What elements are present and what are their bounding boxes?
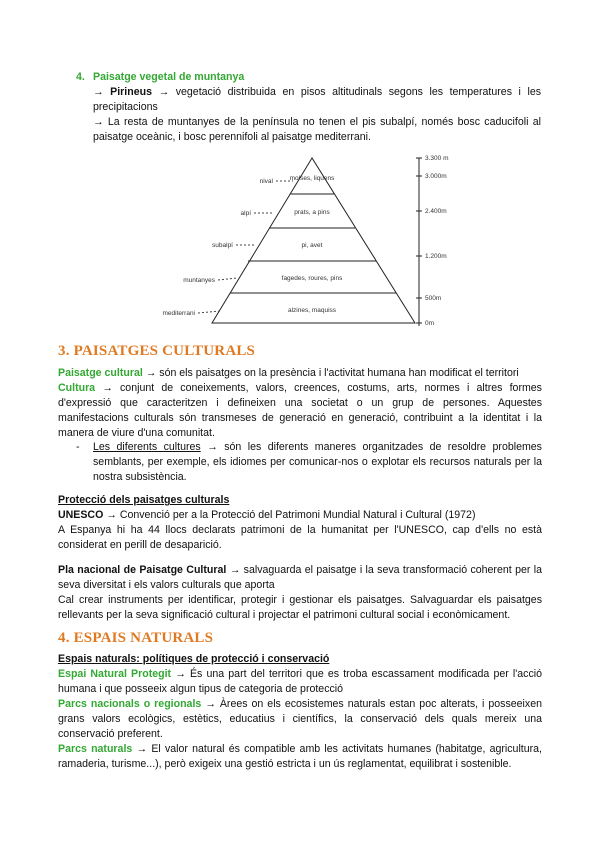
unesco-label: UNESCO bbox=[58, 509, 104, 521]
pla-label: Pla nacional de Paisatge Cultural bbox=[58, 564, 227, 576]
pirineus-paragraph bbox=[93, 85, 541, 115]
altitude-label-1: 3.300 m bbox=[425, 155, 449, 162]
floor-inside-label bbox=[290, 175, 336, 182]
floor-left-label-5: mediterrani bbox=[162, 310, 195, 317]
section-heading-paisatges-culturals: 3. PAISATGES CULTURALS bbox=[58, 343, 256, 359]
altitude-label-2: 3.000m bbox=[425, 173, 447, 180]
cultura-text: → conjunt de coneixements, valors, creences, costums, arts, normes i altres formes d'expressió que caracteritzen i defineixen una societat o un grup de persones. Aquestes manifestacions culturals són transmeses de generació en generació, contribuint a la identitat i la manera de viure d'una comunitat. bbox=[58, 382, 542, 439]
floor-inside-label-4: fagedes, roures, pins bbox=[281, 275, 343, 282]
parcs-naturals-label: Parcs naturals bbox=[58, 743, 133, 755]
cultures-text: → són les diferents maneres organitzades de resoldre problemes semblants, per exemple, els idiomes per comunicar-nos o explotar els recursos naturals per la nostra subsistència. bbox=[93, 441, 542, 483]
floor-inside-label-3: pi, avet bbox=[301, 242, 323, 249]
bullet-dash: - bbox=[76, 441, 80, 453]
espanya-paragraph: A Espanya hi ha 44 llocs declarats patrimoni de la humanitat per l'UNESCO, cap d'ells no està considerat en perill de desaparició. bbox=[58, 524, 542, 551]
parcs-nacionals-paragraph bbox=[58, 697, 542, 742]
pyramid-outline bbox=[212, 158, 415, 323]
altitude-label-3: 2.400m bbox=[425, 208, 447, 215]
parcs-naturals-text: → El valor natural és compatible amb les activitats humanes (habitatge, agricultura, ramaderia, turisme...), però exigeix una gestió estricta i un ús reglamentat, equilibrat i sostenible. bbox=[58, 743, 542, 770]
espai-protegit-label: Espai Natural Protegit bbox=[58, 668, 172, 680]
floor-left-label-1: nival bbox=[259, 178, 273, 185]
floor-left-label-4: muntanyes bbox=[183, 277, 215, 284]
arrow-icon: → bbox=[93, 86, 104, 98]
dashed-arrow bbox=[218, 278, 237, 280]
rest-paragraph: → La resta de muntanyes de la península no tenen el pis subalpí, només bosc caducifoli al paisatge oceànic, i bosc perennifoli al paisatge mediterrani. bbox=[93, 116, 541, 143]
pirineus-label: Pirineus bbox=[110, 86, 152, 98]
altitude-label-4: 1.200m bbox=[425, 253, 447, 260]
floor-left-label-2: alpí bbox=[240, 210, 251, 217]
cultura-paragraph bbox=[58, 381, 542, 441]
unesco-paragraph bbox=[58, 508, 542, 523]
cultures-label: Les diferents cultures bbox=[93, 441, 201, 453]
proteccio-title: Protecció dels paisatges culturals bbox=[58, 494, 230, 506]
parcs-naturals-paragraph bbox=[58, 742, 542, 772]
altitude-label-6: 0m bbox=[425, 320, 435, 327]
floor-left-label-3: subalpí bbox=[212, 242, 233, 249]
pla-paragraph bbox=[58, 563, 542, 593]
paisatge-cultural-text: → són els paisatges on la presència i l'activitat humana han modificat el territori bbox=[145, 367, 519, 379]
floor-inside-label-5: alzines, maquiss bbox=[287, 307, 337, 314]
paisatge-cultural-label: Paisatge cultural bbox=[58, 367, 143, 379]
parcs-nacionals-label: Parcs nacionals o regionals bbox=[58, 698, 202, 710]
espai-protegit-paragraph bbox=[58, 667, 542, 697]
cultura-label: Cultura bbox=[58, 382, 96, 394]
subsection-title: Paisatge vegetal de muntanya bbox=[93, 71, 245, 83]
pirineus-text: → vegetació distribuida en pisos altitudinals segons les temperatures i les precipitacions bbox=[93, 86, 542, 113]
cultures-paragraph bbox=[93, 440, 542, 485]
unesco-text: → Convenció per a la Protecció del Patrimoni Mundial Natural i Cultural (1972) bbox=[106, 509, 476, 521]
altitude-label-5: 500m bbox=[425, 295, 442, 302]
floor-inside-label-1: molses, liquens bbox=[289, 175, 335, 182]
espai-protegit-text: → És una part del territori que es troba escassament modificada per l'acció humana i que posseeix algun tipus de categoria de protecció bbox=[58, 668, 542, 695]
parcs-nacionals-text: → Àrees on els ecosistemes naturals estan poc alterats, i posseeixen grans valors ecològics, estètics, educatius i científics, la conservació dels quals mereix una conservació preferent. bbox=[58, 698, 542, 740]
section-heading-espais-naturals: 4. ESPAIS NATURALS bbox=[58, 630, 214, 646]
list-number: 4. bbox=[76, 71, 85, 83]
dashed-arrow bbox=[198, 311, 220, 313]
altitude-pyramid-diagram bbox=[140, 148, 470, 333]
paisatge-cultural-paragraph bbox=[58, 366, 542, 381]
floor-inside-label-2: prats, a pins bbox=[294, 209, 330, 216]
espais-naturals-subtitle: Espais naturals: polítiques de protecció i conservació bbox=[58, 653, 330, 665]
cal-paragraph: Cal crear instruments per identificar, protegir i gestionar els paisatges. Salvaguardar els paisatges rellevants per la seva significació cultural i projectar el patrimoni cultural social i econòmicament. bbox=[58, 594, 542, 621]
pla-text: → salvaguarda el paisatge i la seva transformació coherent per la seva diversitat i els valors culturals que aporta bbox=[58, 564, 542, 591]
